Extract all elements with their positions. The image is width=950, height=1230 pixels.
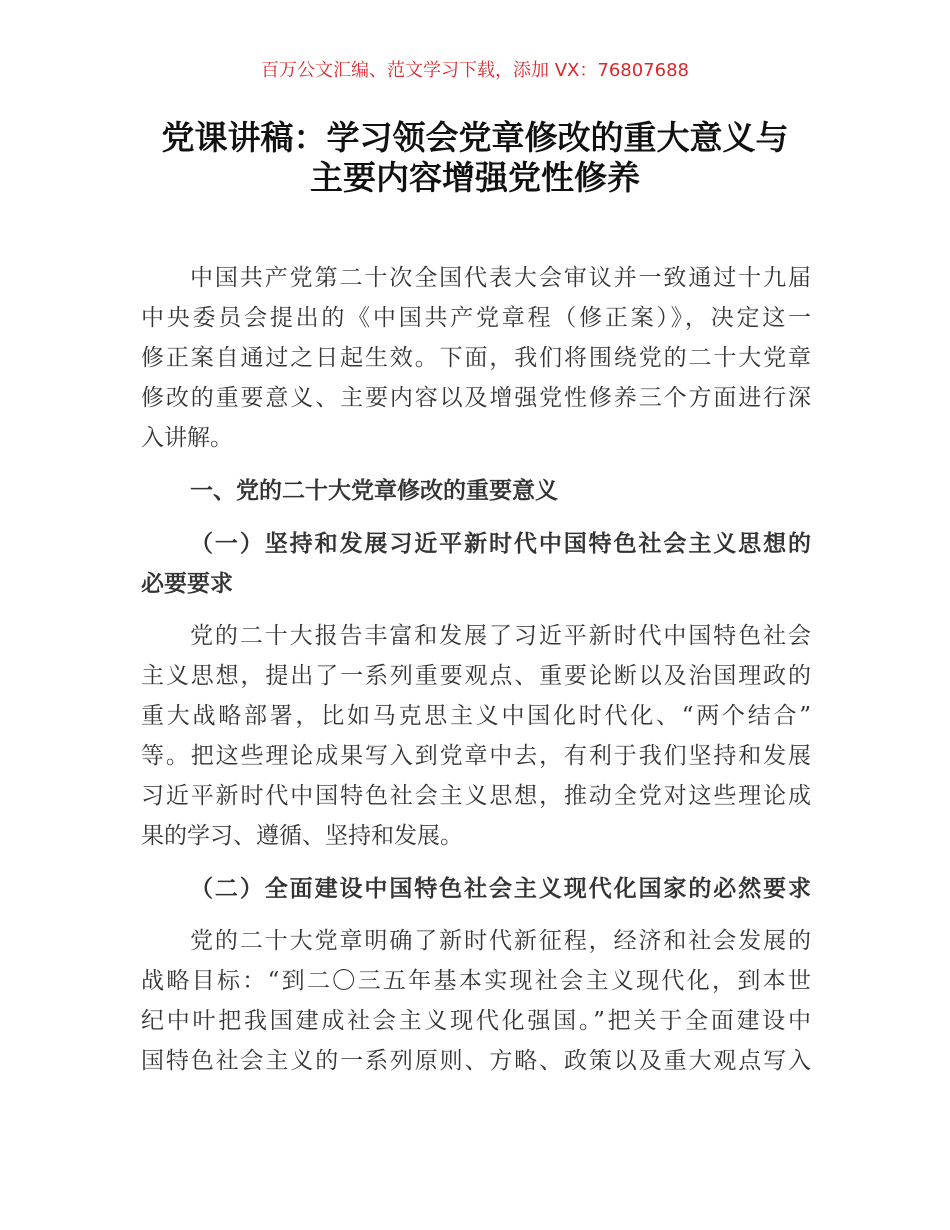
document-title-line-1: 党课讲稿：学习领会党章修改的重大意义与 [161, 118, 789, 157]
text-line: 战略目标：“到二〇三五年基本实现社会主义现代化，到本世 [141, 968, 811, 994]
document-title-line-2: 主要内容增强党性修养 [310, 158, 640, 197]
section-heading-1: 一、党的二十大党章修改的重要意义 [190, 478, 558, 504]
text-line: 重大战略部署，比如马克思主义中国化时代化、“两个结合” [141, 703, 811, 729]
text-line: 主义思想，提出了一系列重要观点、重要论断以及治国理政的 [141, 663, 811, 689]
download-banner: 百万公文汇编、范文学习下载，添加 VX：76807688 [261, 60, 689, 81]
text-line: 等。把这些理论成果写入到党章中去，有利于我们坚持和发展 [141, 743, 811, 769]
text-line: 纪中叶把我国建成社会主义现代化强国。”把关于全面建设中 [141, 1008, 811, 1034]
text-line: 修正案自通过之日起生效。下面，我们将围绕党的二十大党章 [141, 345, 811, 371]
text-line: 入讲解。 [141, 425, 233, 451]
text-line: 国特色社会主义的一系列原则、方略、政策以及重大观点写入 [141, 1048, 811, 1074]
text-line: 中央委员会提出的《中国共产党章程（修正案）》，决定这一 [141, 305, 811, 331]
text-line: 果的学习、遵循、坚持和发展。 [141, 823, 463, 849]
text-line: 党的二十大报告丰富和发展了习近平新时代中国特色社会 [190, 623, 811, 649]
subsection-heading-1-cont: 必要要求 [141, 571, 233, 597]
text-line: 修改的重要意义、主要内容以及增强党性修养三个方面进行深 [141, 385, 811, 411]
text-line: 中国共产党第二十次全国代表大会审议并一致通过十九届 [190, 265, 811, 291]
subsection-heading-1: （一）坚持和发展习近平新时代中国特色社会主义思想的 [190, 531, 811, 557]
subsection-heading-2: （二）全面建设中国特色社会主义现代化国家的必然要求 [190, 876, 811, 902]
text-line: 党的二十大党章明确了新时代新征程，经济和社会发展的 [190, 928, 811, 954]
text-line: 习近平新时代中国特色社会主义思想，推动全党对这些理论成 [141, 783, 811, 809]
